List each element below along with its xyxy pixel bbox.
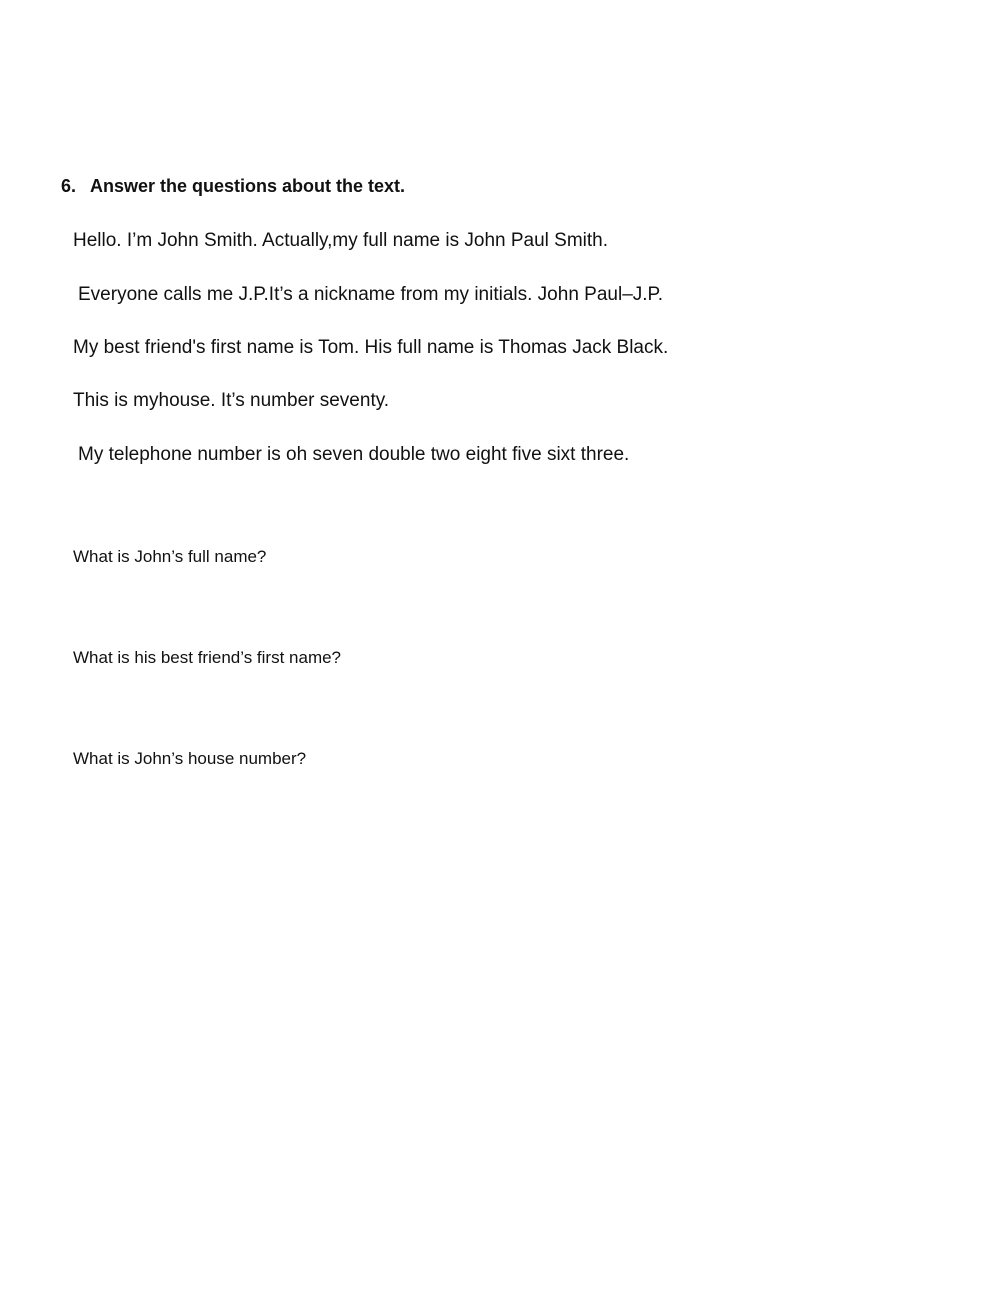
exercise-instruction: Answer the questions about the text. xyxy=(90,176,406,196)
text-line-3: My best friend's first name is Tom. His full name is Thomas Jack Black. xyxy=(73,337,669,358)
question-1: What is John’s full name? xyxy=(73,547,267,566)
text-line-4: This is myhouse. It’s number seventy. xyxy=(73,390,390,411)
question-2: What is his best friend’s first name? xyxy=(73,648,342,667)
text-line-1: Hello. I’m John Smith. Actually,my full name is John Paul Smith. xyxy=(73,230,609,251)
exercise-heading xyxy=(61,176,405,197)
question-3: What is John’s house number? xyxy=(73,749,307,768)
exercise-number: 6. xyxy=(61,176,77,196)
text-line-2: Everyone calls me J.P.It’s a nickname from my initials. John Paul–J.P. xyxy=(78,284,664,305)
text-line-5: My telephone number is oh seven double two eight five sixt three. xyxy=(78,444,630,465)
